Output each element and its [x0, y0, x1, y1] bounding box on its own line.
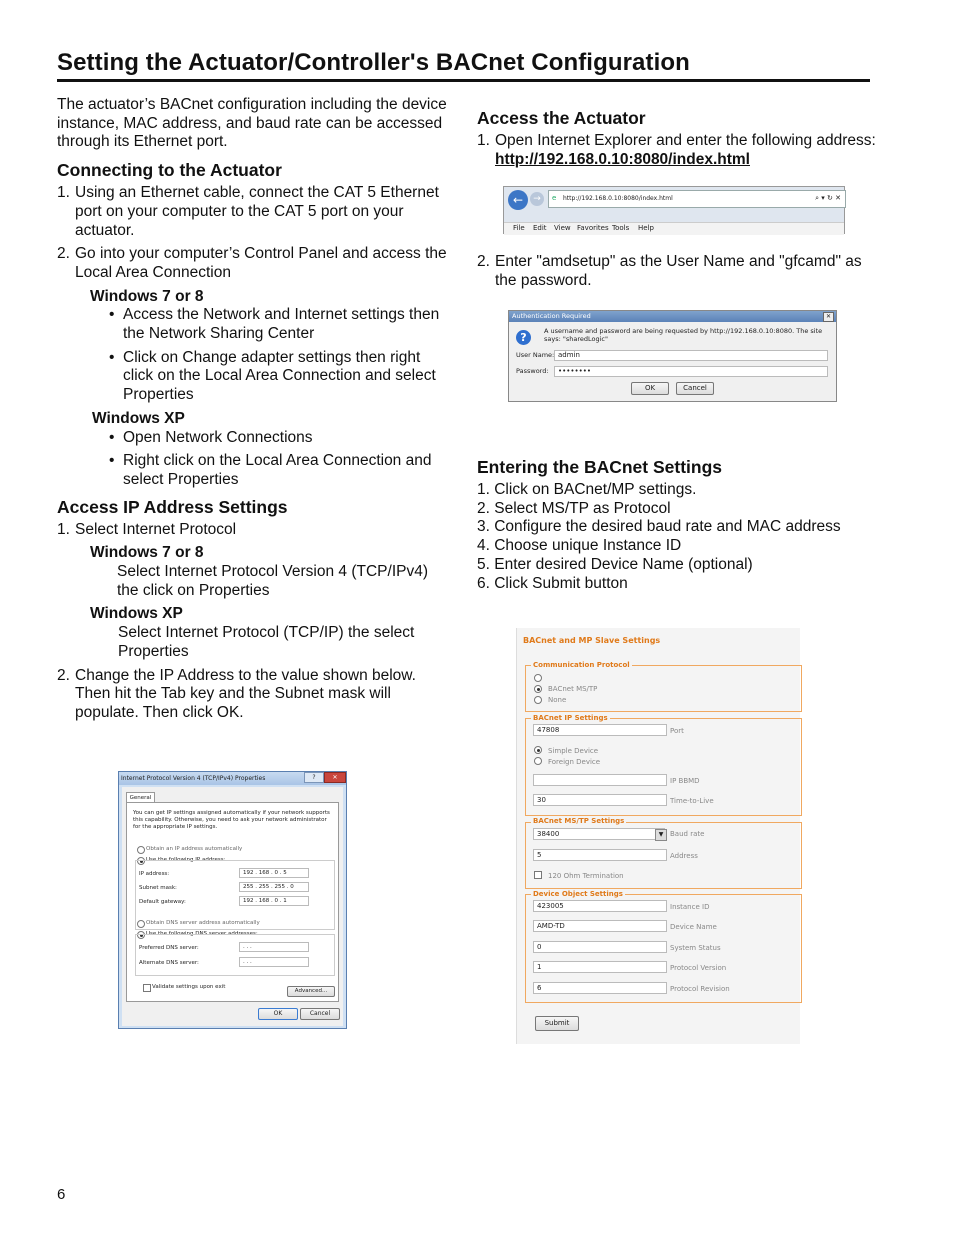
foreign-device-radio[interactable] — [534, 757, 542, 765]
actuator-url-link[interactable]: http://192.168.0.10:8080/index.html — [495, 150, 750, 168]
foreign-device-label: Foreign Device — [548, 758, 601, 766]
bacnet-form — [516, 628, 800, 1044]
entering-step-3: 3. Configure the desired baud rate and MAC address — [477, 518, 841, 536]
subnet-label: Subnet mask: — [139, 885, 177, 891]
ip-address-input[interactable]: 192 . 168 . 0 . 5 — [239, 868, 309, 878]
ok-button[interactable]: OK — [631, 382, 669, 395]
ipv4-body — [122, 787, 343, 1026]
entering-step-5: 5. Enter desired Device Name (optional) — [477, 555, 753, 573]
auth-title: Authentication Required — [512, 312, 591, 320]
submit-button[interactable]: Submit — [535, 1016, 579, 1031]
username-label: User Name: — [516, 351, 555, 359]
search-icon[interactable]: ⌕ ▾ ↻ ✕ — [815, 194, 841, 202]
auth-titlebar — [509, 311, 836, 322]
system-status-input[interactable]: 0 — [533, 941, 667, 953]
address-bar[interactable] — [548, 190, 846, 208]
cancel-button[interactable]: Cancel — [676, 382, 714, 395]
entering-step-6: 6. Click Submit button — [477, 574, 628, 592]
ipv4-dialog — [118, 771, 347, 1029]
access-step-1: 1. Open Internet Explorer and enter the following address: http://192.168.0.10:8080/index.html — [477, 132, 876, 168]
gateway-input[interactable]: 192 . 168 . 0 . 1 — [239, 896, 309, 906]
validate-label: Validate settings upon exit — [152, 984, 226, 990]
password-label: Password: — [516, 367, 549, 375]
page-title: Setting the Actuator/Controller's BACnet Configuration — [57, 49, 690, 76]
username-input[interactable]: admin — [554, 350, 828, 361]
use-dns-label: Use the following DNS server addresses: — [146, 931, 258, 937]
address-label: Address — [670, 852, 698, 860]
title-rule — [57, 79, 870, 82]
ttl-label: Time-to-Live — [670, 797, 714, 805]
address-input[interactable]: 5 — [533, 849, 667, 861]
simple-device-radio[interactable] — [534, 746, 542, 754]
ip-step-1: 1. Select Internet Protocol — [57, 520, 237, 538]
system-status-label: System Status — [670, 944, 721, 952]
termination-label: 120 Ohm Termination — [548, 872, 624, 880]
winxp-bullet-2: • Right click on the Local Area Connection and select Properties — [109, 452, 432, 488]
protocol-revision-label: Protocol Revision — [670, 985, 730, 993]
entering-step-2: 2. Select MS/TP as Protocol — [477, 499, 671, 517]
ipv4-titlebar — [119, 772, 346, 785]
entering-heading: Entering the BACnet Settings — [477, 457, 723, 477]
page-icon: e — [552, 194, 557, 202]
ip-win78-text: Select Internet Protocol Version 4 (TCP/IPv4) the click on Properties — [117, 563, 428, 599]
ip-winxp-text: Select Internet Protocol (TCP/IP) the select Properties — [118, 624, 415, 660]
bacnet-ip-label: BACnet IP Settings — [533, 714, 608, 722]
advanced-button[interactable]: Advanced... — [287, 986, 335, 997]
baud-rate-label: Baud rate — [670, 830, 705, 838]
right-column — [477, 107, 877, 169]
access-heading: Access the Actuator — [477, 108, 646, 128]
device-name-label: Device Name — [670, 923, 717, 931]
left-column — [57, 96, 447, 723]
termination-checkbox[interactable] — [534, 871, 542, 879]
back-icon[interactable]: ← — [508, 190, 528, 210]
alternate-dns-label: Alternate DNS server: — [139, 960, 199, 966]
validate-checkbox[interactable] — [143, 984, 151, 992]
menu-bar — [504, 222, 844, 235]
password-input[interactable]: •••••••• — [554, 366, 828, 377]
menu-favorites[interactable]: Favorites — [577, 224, 609, 232]
device-object-label: Device Object Settings — [533, 890, 623, 898]
bacnet-form-title: BACnet and MP Slave Settings — [523, 636, 661, 645]
win78-label: Windows 7 or 8 — [90, 287, 204, 305]
auth-message: A username and password are being requested by http://192.168.0.10:8080. The site says: "sharedLogic" — [544, 327, 823, 343]
dns-group — [135, 934, 335, 976]
gateway-label: Default gateway: — [139, 899, 186, 905]
ttl-input[interactable]: 30 — [533, 794, 667, 806]
ipv4-ok-button[interactable]: OK — [258, 1008, 298, 1020]
port-input[interactable]: 47808 — [533, 724, 667, 736]
menu-help[interactable]: Help — [638, 224, 654, 232]
intro-text: The actuator’s BACnet configuration including the device instance, MAC address, and baud rate can be accessed through its Ethernet port. — [57, 96, 447, 151]
menu-edit[interactable]: Edit — [533, 224, 547, 232]
entering-block — [477, 456, 877, 593]
preferred-dns-input[interactable]: . . . — [239, 942, 309, 952]
ip-address-label: IP address: — [139, 871, 170, 877]
help-icon[interactable]: ? — [304, 772, 324, 783]
port-label: Port — [670, 727, 684, 735]
protocol-blank-radio[interactable] — [534, 674, 542, 682]
ipv4-panel — [126, 802, 339, 1002]
bbmd-label: IP BBMD — [670, 777, 700, 785]
auto-dns-label: Obtain DNS server address automatically — [146, 920, 260, 926]
protocol-none-label: None — [548, 696, 567, 704]
ip-winxp-label: Windows XP — [90, 605, 183, 623]
auto-dns-radio[interactable] — [137, 920, 145, 928]
win78-bullet-2: • Click on Change adapter settings then right click on the Local Area Connection and select Properties — [109, 348, 436, 404]
subnet-input[interactable]: 255 . 255 . 255 . 0 — [239, 882, 309, 892]
ip-heading: Access IP Address Settings — [57, 496, 288, 517]
page-number: 6 — [57, 1186, 66, 1203]
chevron-down-icon[interactable]: ▼ — [655, 829, 667, 841]
entering-step-1: 1. Click on BACnet/MP settings. — [477, 481, 697, 498]
connecting-heading: Connecting to the Actuator — [57, 160, 282, 181]
access-step-2-block — [477, 253, 877, 290]
preferred-dns-label: Preferred DNS server: — [139, 945, 199, 951]
baud-rate-select[interactable]: 38400 — [533, 828, 665, 840]
close-icon[interactable]: ✕ — [324, 772, 346, 783]
simple-device-label: Simple Device — [548, 747, 599, 755]
protocol-none-radio[interactable] — [534, 696, 542, 704]
protocol-revision-input[interactable]: 6 — [533, 982, 667, 994]
auth-dialog — [508, 310, 837, 402]
ipv4-cancel-button[interactable]: Cancel — [300, 1008, 340, 1020]
winxp-bullet-1: • Open Network Connections — [109, 428, 313, 446]
forward-icon[interactable]: → — [530, 192, 544, 206]
tab-general[interactable]: General — [126, 792, 155, 803]
instance-id-label: Instance ID — [670, 903, 710, 911]
auto-ip-label: Obtain an IP address automatically — [146, 846, 243, 852]
win78-bullet-1: • Access the Network and Internet settings then the Network Sharing Center — [109, 306, 440, 343]
protocol-version-label: Protocol Version — [670, 964, 727, 972]
instance-id-input[interactable]: 423005 — [533, 900, 667, 912]
connecting-step-2: 2. Go into your computer’s Control Panel and access the Local Area Connection — [57, 245, 447, 281]
protocol-version-input[interactable]: 1 — [533, 961, 667, 973]
protocol-mstp-label: BACnet MS/TP — [548, 685, 598, 693]
connecting-step-1: 1. Using an Ethernet cable, connect the CAT 5 Ethernet port on your computer to the CAT 5 port on your actuator. — [57, 184, 439, 239]
ipv4-description: You can get IP settings assigned automatically if your network supports this capability. Otherwise, you need to ask your network administrator for the appropriate IP settings. — [133, 810, 330, 830]
browser-screenshot — [503, 186, 845, 234]
use-ip-label: Use the following IP address: — [146, 857, 226, 863]
ipv4-title: Internet Protocol Version 4 (TCP/IPv4) Properties — [121, 775, 266, 782]
entering-step-4: 4. Choose unique Instance ID — [477, 537, 682, 555]
menu-file[interactable]: File — [513, 224, 525, 232]
ip-win78-label: Windows 7 or 8 — [90, 544, 204, 562]
comm-protocol-label: Communication Protocol — [533, 661, 630, 669]
bbmd-input[interactable] — [533, 774, 667, 786]
auto-ip-radio[interactable] — [137, 846, 145, 854]
menu-view[interactable]: View — [554, 224, 571, 232]
device-name-input[interactable]: AMD-TD — [533, 920, 667, 932]
mstp-label: BACnet MS/TP Settings — [533, 817, 625, 825]
alternate-dns-input[interactable]: . . . — [239, 957, 309, 967]
address-text: http://192.168.0.10:8080/index.html — [563, 195, 673, 202]
protocol-mstp-radio[interactable] — [534, 685, 542, 693]
close-icon[interactable]: ✕ — [823, 312, 834, 322]
question-icon: ? — [516, 330, 531, 345]
access-step-2: 2. Enter "amdsetup" as the User Name and "gfcamd" as the password. — [477, 253, 862, 289]
ip-step-2: 2. Change the IP Address to the value shown below. Then hit the Tab key and the Subnet mask will populate. Then click OK. — [57, 666, 416, 721]
winxp-label: Windows XP — [92, 409, 185, 427]
menu-tools[interactable]: Tools — [612, 224, 630, 232]
